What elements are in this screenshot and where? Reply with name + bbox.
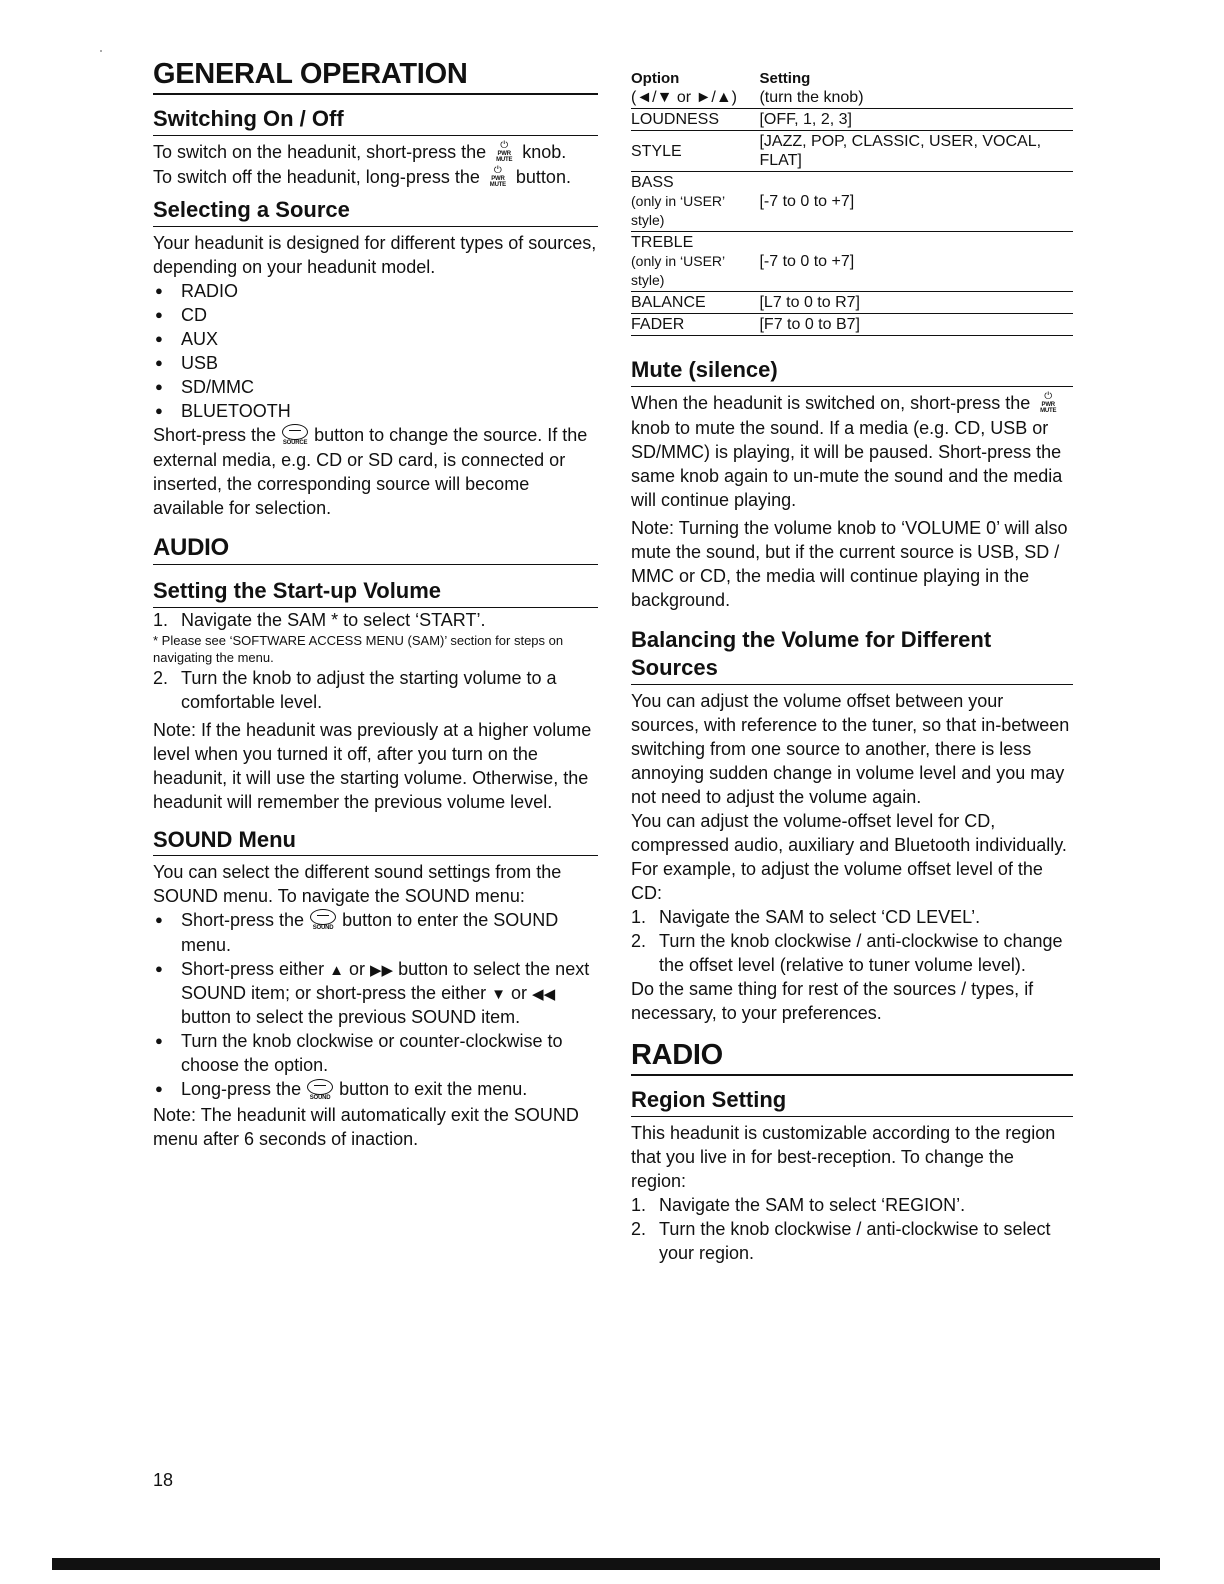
list-item: ● CD — [153, 303, 598, 327]
heading-switching: Switching On / Off — [153, 99, 598, 136]
list-item: ● AUX — [153, 327, 598, 351]
table-cell: BASS (only in ‘USER’ style) — [631, 172, 759, 232]
balancing-p1: You can adjust the volume offset between your sources, with reference to the tuner, so that in-between switching from one source to another, there is less annoying sudden change in volume level and you may not need to adjust the volume again. — [631, 691, 1070, 808]
table-cell: [JAZZ, POP, CLASSIC, USER, VOCAL, FLAT] — [759, 131, 1073, 172]
table-row — [631, 232, 1073, 292]
sound-options-table — [631, 68, 1073, 336]
mute-paragraph: When the headunit is switched on, short-press the ⏻ PWR MUTE knob to mute the sound. If a media (e.g. CD, USB or SD/MMC) is playing, it will be paused. Short-press the same knob again to un-mute the sound and the media will continue playing. — [631, 390, 1063, 510]
source-text: Short-press the — [153, 424, 277, 445]
heading-selecting-source: Selecting a Source — [153, 190, 598, 227]
list-item: ● SD/MMC — [153, 375, 598, 399]
list-item: ● Short-press the SOUND button to enter the SOUND menu. — [153, 908, 598, 957]
startup-steps — [153, 608, 598, 632]
table-cell: [-7 to 0 to +7] — [759, 172, 1073, 232]
table-cell: [L7 to 0 to R7] — [759, 292, 1073, 314]
selecting-intro: Your headunit is designed for different types of sources, depending on your headunit model. — [153, 232, 597, 277]
switch-off-paragraph — [153, 165, 598, 190]
startup-note: Note: If the headunit was previously at a higher volume level when you turned it off, after you turn on the headunit, it will use the starting volume. Otherwise, the headunit will remember the previous volume level. — [153, 719, 592, 812]
list-item: 1. Navigate the SAM to select ‘REGION’. — [631, 1194, 966, 1215]
heading-sound-menu: SOUND Menu — [153, 820, 598, 857]
bottom-scan-bar — [52, 1558, 1160, 1570]
balancing-steps — [631, 905, 1073, 977]
source-button-paragraph — [153, 423, 598, 520]
previous-arrow-icon: ◀◀ — [532, 986, 556, 1004]
table-row — [631, 109, 1073, 131]
table-row — [631, 292, 1073, 314]
list-item: 1. Navigate the SAM * to select ‘START’. — [153, 609, 486, 630]
list-item: ● BLUETOOTH — [153, 399, 598, 423]
table-header-option: Option — [631, 70, 680, 87]
list-item: ● USB — [153, 351, 598, 375]
sound-intro: You can select the different sound settings from the SOUND menu. To navigate the SOUND menu: — [153, 862, 562, 907]
next-arrow-icon: ▶▶ — [369, 962, 394, 980]
table-cell: TREBLE (only in ‘USER’ style) — [631, 232, 759, 292]
switch-on-paragraph — [153, 140, 598, 165]
heading-mute: Mute (silence) — [631, 350, 1073, 387]
sound-button-icon: SOUND — [306, 1079, 334, 1103]
right-column — [631, 68, 1073, 1265]
table-cell: STYLE — [631, 131, 759, 172]
region-steps — [631, 1193, 1073, 1265]
up-arrow-icon: ▲ — [329, 962, 344, 980]
heading-startup-volume: Setting the Start-up Volume — [153, 571, 598, 608]
down-arrow-icon: ▼ — [491, 986, 506, 1004]
balancing-p3: Do the same thing for rest of the sources / types, if necessary, to your preferences. — [631, 979, 1034, 1024]
list-item: 2. Turn the knob clockwise / anti-clockwise to select your region. — [631, 1218, 1051, 1263]
table-header-setting: Setting — [759, 70, 811, 87]
source-list — [153, 279, 598, 423]
list-item: 2. Turn the knob clockwise / anti-clockwise to change the offset level (relative to tuner volume level). — [631, 931, 1063, 976]
power-mute-icon: ⏻ PWR MUTE — [489, 165, 506, 189]
mute-note: Note: Turning the volume knob to ‘VOLUME 0’ will also mute the sound, but if the current source is USB, SD / MMC or CD, the media will continue playing in the background. — [631, 517, 1068, 610]
table-row — [631, 314, 1073, 336]
source-button-icon: SOURCE — [281, 424, 309, 448]
table-cell: FADER — [631, 314, 759, 336]
table-row — [631, 131, 1073, 172]
heading-region: Region Setting — [631, 1080, 1073, 1117]
list-item: ● Long-press the SOUND button to exit the menu. — [153, 1077, 598, 1102]
table-cell: [OFF, 1, 2, 3] — [759, 109, 1073, 131]
footnote: * Please see ‘SOFTWARE ACCESS MENU (SAM)’ section for steps on navigating the menu. — [153, 632, 564, 665]
table-subheader-option: (◄/▼ or ►/▲) — [631, 87, 759, 109]
table-subheader-setting: (turn the knob) — [759, 87, 1073, 109]
table-cell: LOUDNESS — [631, 109, 759, 131]
section-title-radio: RADIO — [631, 1029, 1073, 1076]
table-row — [631, 172, 1073, 232]
startup-steps-2 — [153, 666, 598, 714]
switch-off-text: To switch off the headunit, long-press the — [153, 166, 480, 187]
section-title-general-operation: GENERAL OPERATION — [153, 58, 598, 95]
section-title-audio: AUDIO — [153, 524, 598, 565]
source-text-end: button to change the source. If the external media, e.g. CD or SD card, is connected or inserted, the corresponding source will become available for selection. — [153, 424, 588, 518]
sound-note: Note: The headunit will automatically exit the SOUND menu after 6 seconds of inaction. — [153, 1104, 579, 1149]
balancing-p2: You can adjust the volume-offset level for CD, compressed audio, auxiliary and Bluetooth individually. For example, to adjust the volume offset level of the CD: — [631, 811, 1067, 904]
page-number: 18 — [153, 1470, 174, 1490]
sound-steps — [153, 908, 598, 1103]
switch-on-text-end: knob. — [522, 141, 567, 162]
list-item: 2. Turn the knob to adjust the starting volume to a comfortable level. — [153, 667, 557, 712]
left-column — [153, 58, 598, 1151]
list-item: ● Turn the knob clockwise or counter-clockwise to choose the option. — [153, 1029, 598, 1077]
list-item: 1. Navigate the SAM to select ‘CD LEVEL’. — [631, 907, 981, 928]
table-cell: [F7 to 0 to B7] — [759, 314, 1073, 336]
switch-off-text-end: button. — [515, 166, 571, 187]
heading-balancing: Balancing the Volume for Different Sources — [631, 620, 1073, 685]
switch-on-text: To switch on the headunit, short-press the — [153, 141, 487, 162]
list-item: ● RADIO — [153, 279, 598, 303]
region-p1: This headunit is customizable according to the region that you live in for best-reception. To change the region: — [631, 1122, 1056, 1191]
table-cell: BALANCE — [631, 292, 759, 314]
table-cell: [-7 to 0 to +7] — [759, 232, 1073, 292]
power-mute-icon: ⏻ PWR MUTE — [496, 139, 513, 163]
scan-speck — [100, 50, 102, 52]
list-item: ● Short-press either ▲ or ▶▶ button to select the next SOUND item; or short-press the either ▼ or ◀◀ button to select the previous SOUND item. — [153, 957, 598, 1029]
sound-button-icon: SOUND — [309, 909, 337, 933]
power-mute-icon: ⏻ PWR MUTE — [1040, 390, 1057, 414]
